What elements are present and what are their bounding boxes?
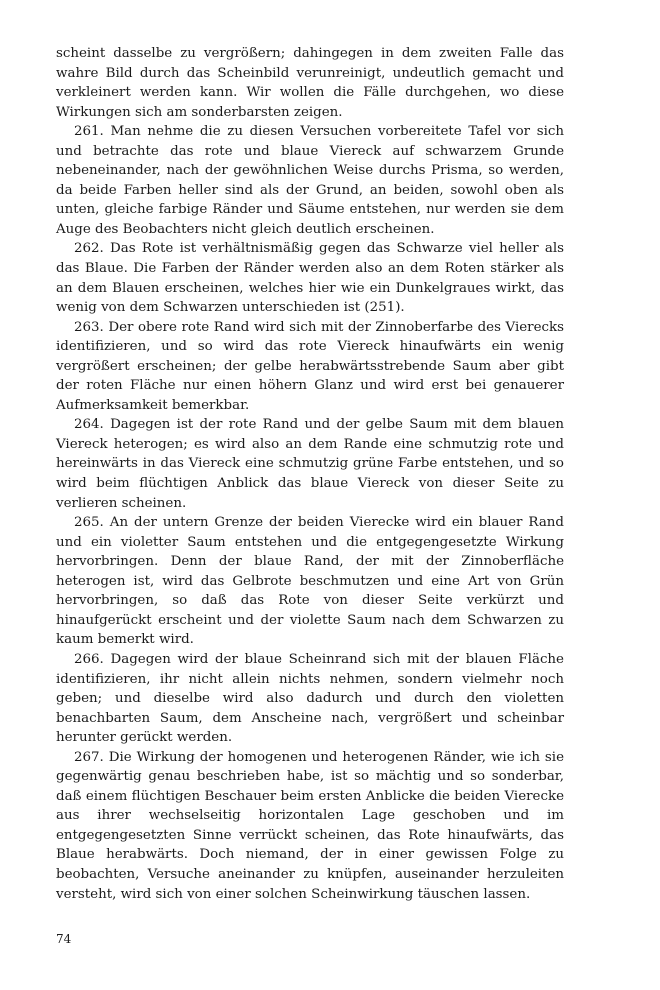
paragraph-264: 264. Dagegen ist der rote Rand und der gelbe Saum mit dem blauen Viereck heterogen; es wird also an dem Rande eine schmutzig rote und hereinwärts in das Viereck eine schmutzig grüne Farbe entstehen, und so wird beim flüchtigen Anblick das blaue Viereck von dieser Seite zu verlieren scheinen.: [56, 417, 564, 511]
paragraph-265: 265. An der untern Grenze der beiden Vierecke wird ein blauer Rand und ein violetter Saum entstehen und die entgegengesetzte Wirkung hervorbringen. Denn der blaue Rand, der mit der Zinnoberfläche heterogen ist, wird das Gelbrote beschmutzen und eine Art von Grün hervorbringen, so daß das Rote von dieser Seite verkürzt und hinaufgerückt erscheint und der violette Saum nach dem Schwarzen zu kaum bemerkt wird.: [56, 515, 564, 648]
paragraph-262: 262. Das Rote ist verhältnismäßig gegen das Schwarze viel heller als das Blaue. Die Farben der Ränder werden also an dem Roten stärker als an dem Blauen erscheinen, welches hier wie ein Dunkelgraues wirkt, das wenig von dem Schwarzen unterschieden ist (251).: [56, 241, 564, 316]
paragraph-263: 263. Der obere rote Rand wird sich mit der Zinnoberfarbe des Vierecks identifizieren, und so wird das rote Viereck hinaufwärts ein wenig vergrößert erscheinen; der gelbe herabwärtsstrebende Saum aber gibt der roten Fläche nur einen höhern Glanz und wird erst bei genauerer Aufmerksamkeit bemerkbar.: [56, 319, 564, 413]
paragraph-267: 267. Die Wirkung der homogenen und heterogenen Ränder, wie ich sie gegenwärtig genau beschrieben habe, ist so mächtig und so sonderbar, daß einem flüchtigen Beschauer beim ersten Anblicke die beiden Vierecke aus ihrer wechselseitig horizontalen Lage geschoben und im entgegengesetzten Sinne verrückt scheinen, das Rote hinaufwärts, das Blaue herabwärts. Doch niemand, der in einer gewissen Folge zu beobachten, Versuche aneinander zu knüpfen, auseinander herzuleiten versteht, wird sich von einer solchen Scheinwirkung täuschen lassen.: [56, 749, 564, 902]
paragraph-266: 266. Dagegen wird der blaue Scheinrand sich mit der blauen Fläche identifizieren, ihr nicht allein nichts nehmen, sondern vielmehr noch geben; und dieselbe wird also dadurch und durch den violetten benachbarten Saum, dem Anscheine nach, vergrößert und scheinbar herunter gerückt werden.: [56, 651, 564, 746]
paragraph-261: 261. Man nehme die zu diesen Versuchen vorbereitete Tafel vor sich und betrachte das rote und blaue Viereck auf schwarzem Grunde nebeneinander, nach der gewöhnlichen Weise durchs Prisma, so werden, da beide Farben heller sind als der Grund, an beiden, sowohl oben als unten, gleiche farbige Ränder und Säume entstehen, nur werden sie dem Auge des Beobachters nicht gleich deutlich erscheinen.: [56, 124, 564, 237]
page-body: [56, 44, 564, 904]
page-number: 74: [56, 932, 72, 946]
paragraph-continuation: scheint dasselbe zu vergrößern; dahingegen in dem zweiten Falle das wahre Bild durch das Scheinbild verunreinigt, undeutlich gemacht und verkleinert werden kann. Wir wollen die Fälle durchgehen, wo diese Wirkungen sich am sonderbarsten zeigen.: [56, 46, 564, 120]
